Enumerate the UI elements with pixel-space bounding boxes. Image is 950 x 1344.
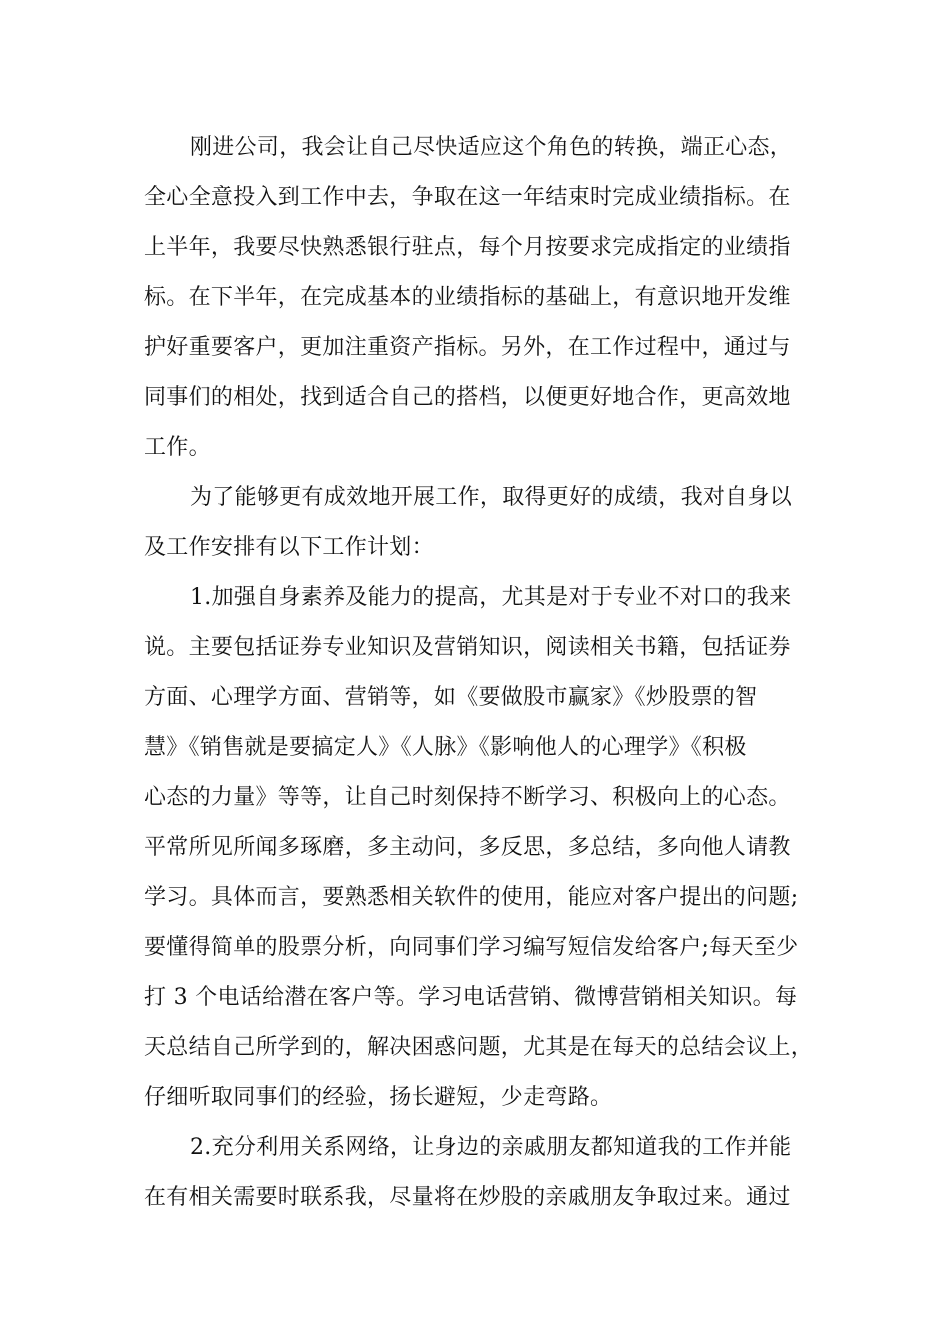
paragraph-3-line-11: 仔细听取同事们的经验，扬长避短，少走弯路。 xyxy=(144,1085,613,1110)
paragraph-4-line-1: 2.充分利用关系网络，让身边的亲戚朋友都知道我的工作并能 xyxy=(190,1135,792,1160)
paragraph-3-line-1: 1.加强自身素养及能力的提高，尤其是对于专业不对口的我来 xyxy=(190,585,792,610)
paragraph-3-line-8: 要懂得简单的股票分析，向同事们学习编写短信发给客户;每天至少 xyxy=(144,935,799,960)
paragraph-1-line-2: 全心全意投入到工作中去，争取在这一年结束时完成业绩指标。在 xyxy=(144,185,791,210)
paragraph-3-line-6: 平常所见所闻多琢磨，多主动问，多反思，多总结，多向他人请教 xyxy=(144,835,791,860)
paragraph-3-line-9: 打 3 个电话给潜在客户等。学习电话营销、微博营销相关知识。每 xyxy=(144,985,798,1010)
paragraph-3-line-3: 方面、心理学方面、营销等，如《要做股市赢家》《炒股票的智 xyxy=(144,685,758,710)
paragraph-1-line-5: 护好重要客户，更加注重资产指标。另外，在工作过程中，通过与 xyxy=(144,335,791,360)
paragraph-3-line-2: 说。主要包括证券专业知识及营销知识，阅读相关书籍，包括证券 xyxy=(144,635,791,660)
paragraph-4-line-2: 在有相关需要时联系我，尽量将在炒股的亲戚朋友争取过来。通过 xyxy=(144,1185,791,1210)
paragraph-3-line-4: 慧》《销售就是要搞定人》《人脉》《影响他人的心理学》《积极 xyxy=(144,735,747,760)
paragraph-3-line-10: 天总结自己所学到的，解决困惑问题，尤其是在每天的总结会议上， xyxy=(144,1035,814,1060)
paragraph-3-line-7: 学习。具体而言，要熟悉相关软件的使用，能应对客户提出的问题; xyxy=(144,885,799,910)
paragraph-1-line-6: 同事们的相处，找到适合自己的搭档，以便更好地合作，更高效地 xyxy=(144,385,791,410)
paragraph-1-line-7: 工作。 xyxy=(144,435,211,460)
paragraph-1-line-4: 标。在下半年，在完成基本的业绩指标的基础上，有意识地开发维 xyxy=(144,285,791,310)
paragraph-1-line-1: 刚进公司，我会让自己尽快适应这个角色的转换，端正心态， xyxy=(190,135,793,160)
paragraph-1-line-3: 上半年，我要尽快熟悉银行驻点，每个月按要求完成指定的业绩指 xyxy=(144,235,791,260)
paragraph-2-line-2: 及工作安排有以下工作计划： xyxy=(144,535,434,560)
paragraph-2-line-1: 为了能够更有成效地开展工作，取得更好的成绩，我对自身以 xyxy=(190,485,793,510)
paragraph-3-line-5: 心态的力量》等等，让自己时刻保持不断学习、积极向上的心态。 xyxy=(144,785,791,810)
